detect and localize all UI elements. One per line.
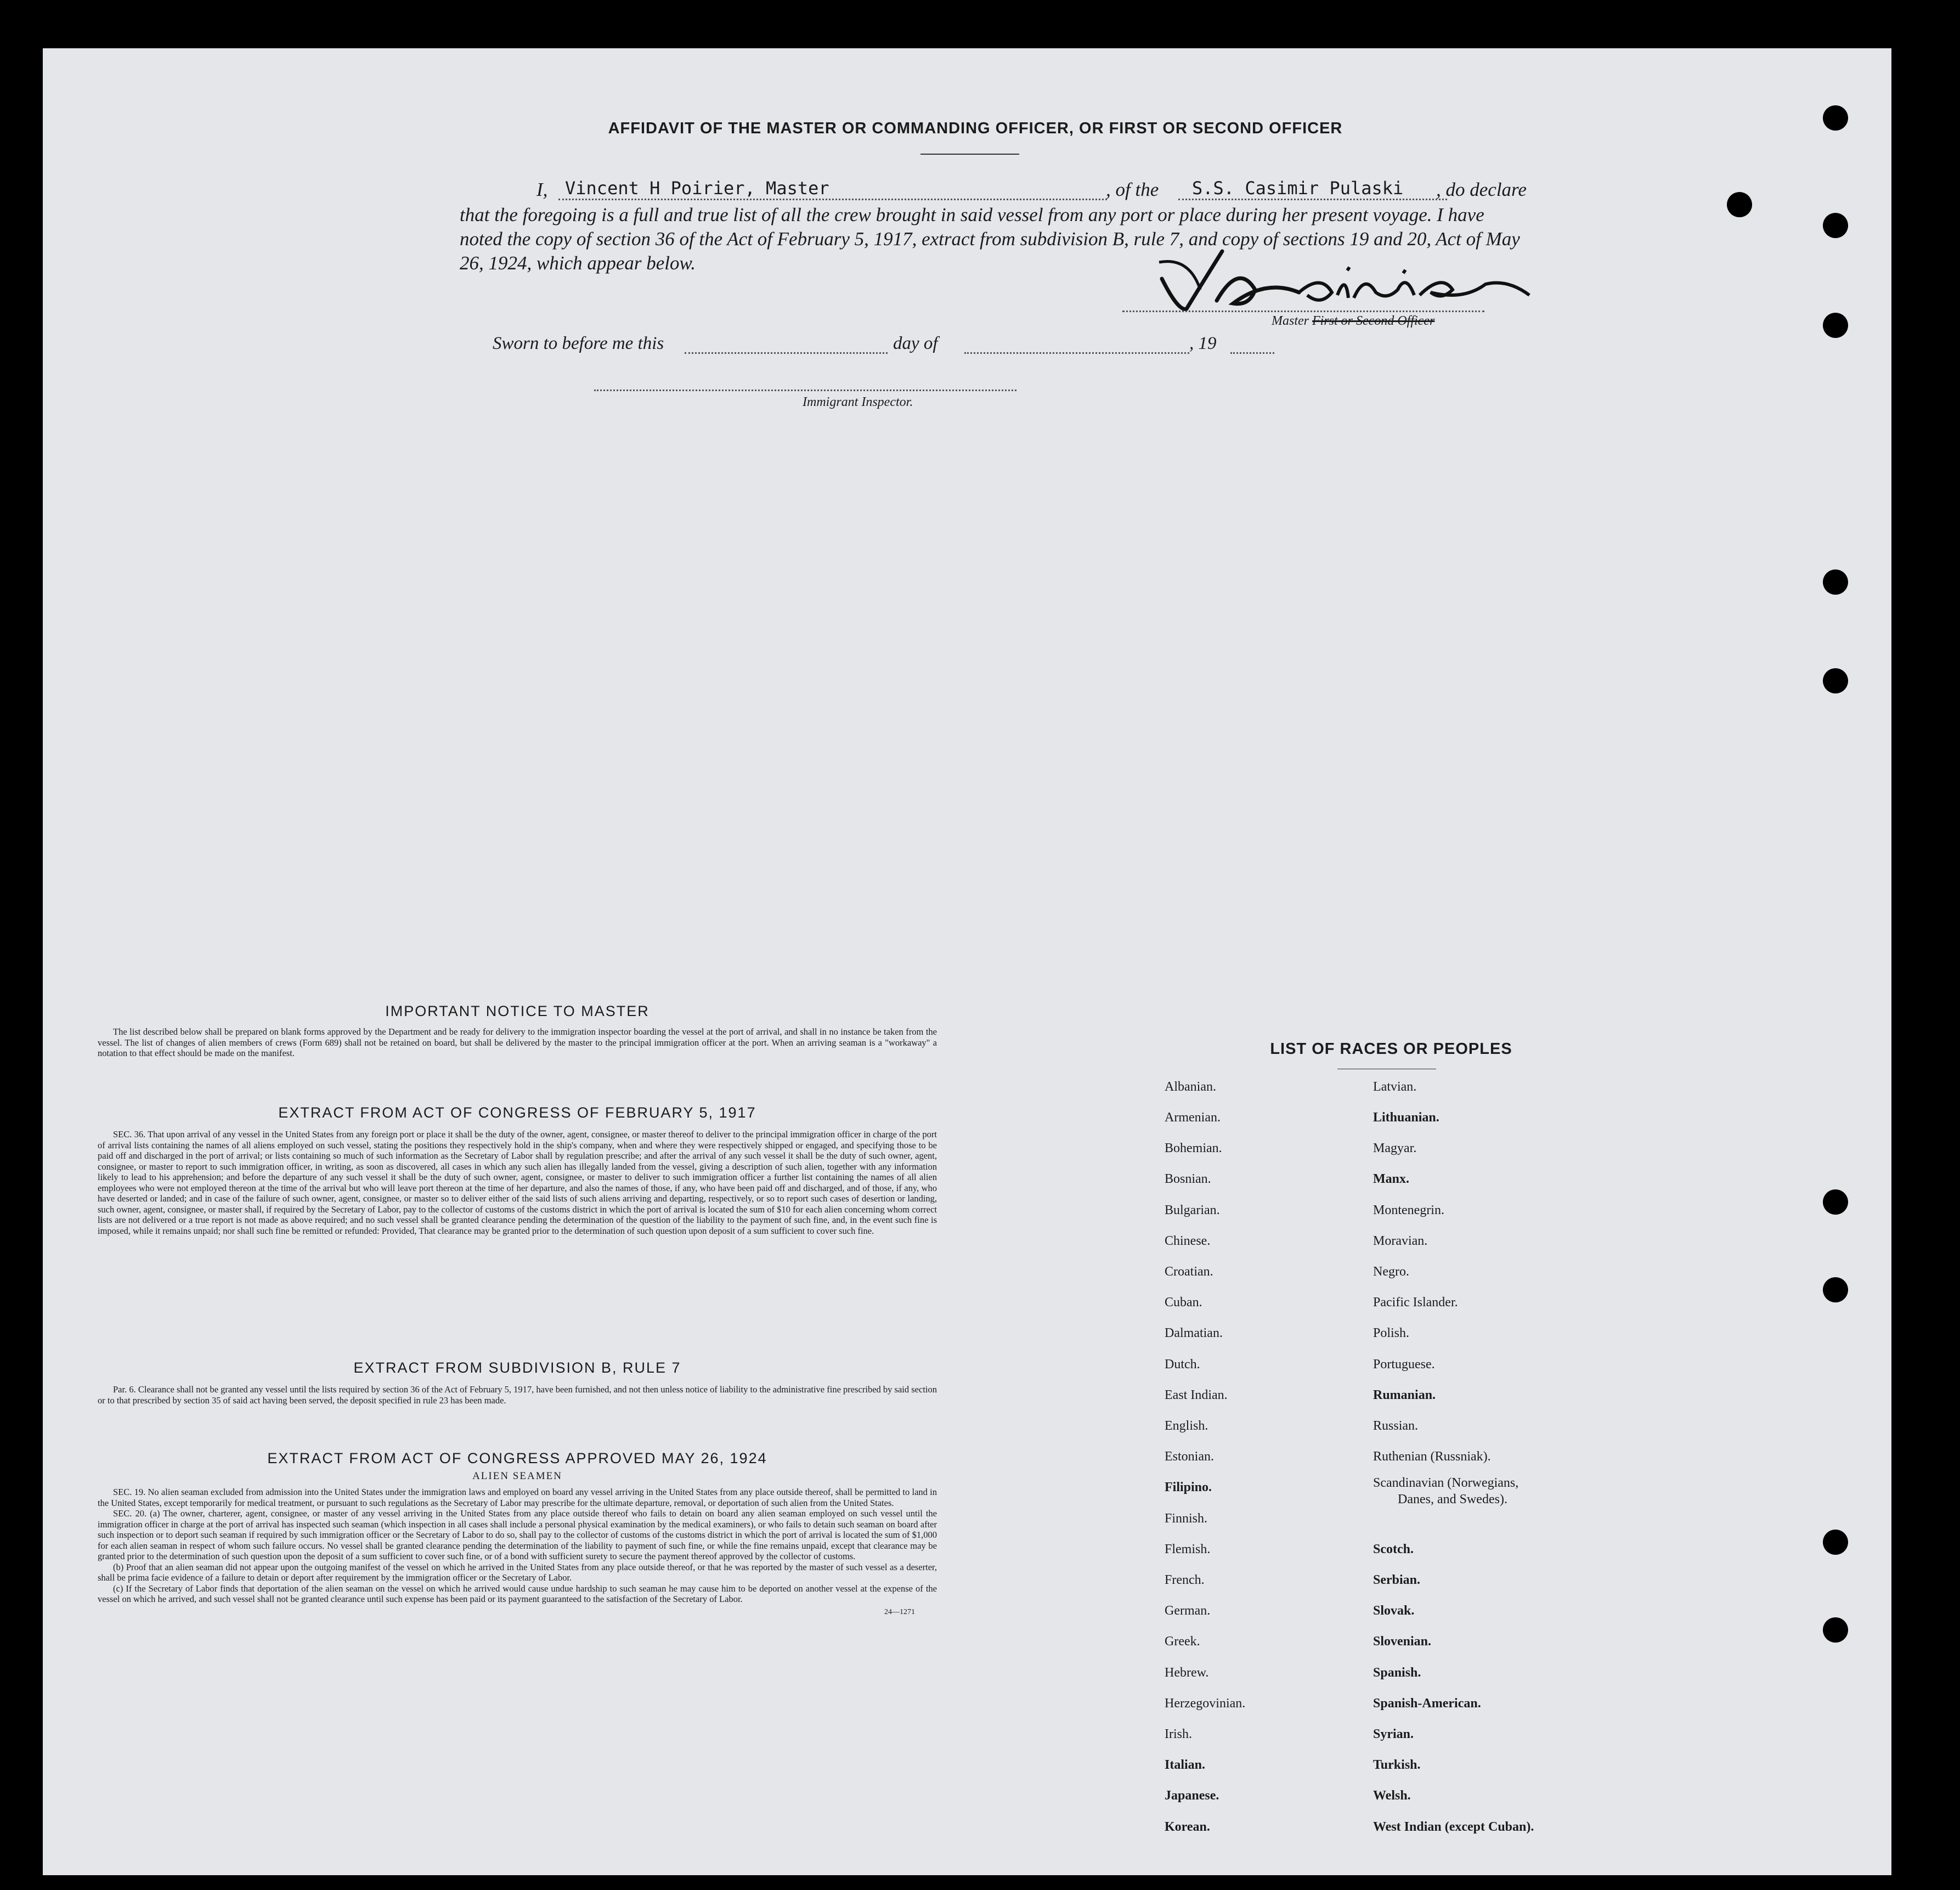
race-item: Filipino. [1165,1480,1212,1494]
race-item: Slovenian. [1373,1634,1432,1649]
race-item: Flemish. [1165,1542,1211,1556]
race-item: Armenian. [1165,1110,1221,1125]
signature-line [1122,311,1484,312]
race-item: Turkish. [1373,1758,1421,1772]
race-item: Herzegovinian. [1165,1696,1246,1711]
race-item: Rumanian. [1373,1388,1436,1402]
section-20c-paragraph: (c) If the Secretary of Labor finds that deportation of the alien seaman on the vessel on which he arrived would cause undue hardship to such seaman he may cause him to be deported on another vessel at the expense of the vessel on which he arrived, and such vessel shall not be granted clearance until such expense has been paid or its payment guaranteed to the satisfaction of the Secretary of Labor. [98,1583,937,1604]
race-item: Greek. [1165,1634,1200,1649]
extract-1924-text [98,1487,937,1605]
punch-hole-5 [1823,569,1848,595]
extract-1924-section [98,1450,937,1617]
extract-1917-title: EXTRACT FROM ACT OF CONGRESS OF FEBRUARY 5, 1917 [278,1104,756,1121]
section-19-paragraph: SEC. 19. No alien seaman excluded from admission into the United States under the immigration laws and employed on board any vessel arriving in the United States from any place outside thereof, shall be permitted to land in the United States, except temporarily for medical treatment, or pursuant to such regulations as the Secretary of Labor may prescribe for the ultimate departure, removal, or deportation of such alien from the United States. [98,1487,937,1508]
punch-hole-4 [1823,313,1848,338]
inspector-caption: Immigrant Inspector. [803,395,913,409]
race-item: Spanish. [1373,1666,1421,1680]
inspector-signature-line [594,390,1016,391]
extract-rule7-section [98,1359,937,1406]
race-item: Bohemian. [1165,1141,1222,1155]
master-name: Vincent H Poirier, Master [565,178,829,199]
race-item: Moravian. [1373,1234,1428,1248]
race-item: Bulgarian. [1165,1203,1220,1217]
race-item: Latvian. [1373,1080,1417,1094]
race-item: German. [1165,1604,1211,1618]
punch-hole-6 [1823,668,1848,693]
vessel-blank [1178,199,1447,200]
rule7-paragraph: Par. 6. Clearance shall not be granted any vessel until the lists required by section 36 of the Act of February 5, 1917, have been furnished, and not then unless notice of liability to the administrative fine prescribed by said section or to that prescribed by section 35 of said act having been served, the deposit specified in rule 23 has been made. [98,1384,937,1406]
extract-1917-section [98,1104,937,1236]
race-item: English. [1165,1419,1208,1433]
race-item: Albanian. [1165,1080,1216,1094]
section-20a-paragraph: SEC. 20. (a) The owner, charterer, agent, consignee, or master of any vessel arriving in the United States from any place outside thereof who fails to detain on board any alien seaman employed on such vessel until the immigration officer in charge at the port of arrival has inspected such seaman (which inspection in all cases shall include a personal physical examination by the medical examiners), or who fails to detain such seaman on board after such inspection or to deport such seaman if required by such immigration officer or the Secretary of Labor to do so, shall pay to the collector of customs of the customs district in which the port of arrival is located the sum of $1,000 for each alien seaman in respect of whom such failure occurs. No vessel shall be granted clearance pending the determination of the liability to payment of such fine, or while the fine remains unpaid, except that clearance may be granted prior to the determination of such question upon the deposit of a sum sufficient to cover such fine, or of a bond with sufficient surety to secure the payment thereof approved by the collector of customs. [98,1508,937,1561]
race-item: Spanish-American. [1373,1696,1481,1711]
race-item: Welsh. [1373,1789,1411,1803]
race-item: Negro. [1373,1265,1409,1279]
race-item: Dutch. [1165,1357,1200,1372]
race-item: Cuban. [1165,1295,1202,1310]
race-item: Montenegrin. [1373,1203,1444,1217]
notice-section [98,1003,937,1059]
race-item: Korean. [1165,1820,1210,1834]
caption-struck-officer: First or Second Officer [1312,314,1435,328]
extract-1924-title: EXTRACT FROM ACT OF CONGRESS APPROVED MAY 26, 1924 [267,1450,767,1466]
race-item: Portuguese. [1373,1357,1435,1372]
sworn-text: Sworn to before me this [493,334,664,353]
punch-hole-8 [1823,1277,1848,1302]
section-20b-paragraph: (b) Proof that an alien seaman did not appear upon the outgoing manifest of the vessel on which he arrived in the United States from any place outside thereof, or that he was reported by the master of such vessel as a deserter, shall be prima facie evidence of a failure to detain or deport after requirement by the immigration officer or the Secretary of Labor. [98,1561,937,1583]
race-item: Bosnian. [1165,1172,1211,1186]
race-item: Scandinavian (Norwegians, [1373,1476,1519,1490]
sworn-date-blank [685,352,888,354]
race-item: Dalmatian. [1165,1326,1223,1340]
month-blank [964,352,1189,354]
race-item: Scotch. [1373,1542,1414,1556]
race-item: Manx. [1373,1172,1409,1186]
affidavit-declaration-line [460,178,1527,206]
races-title: LIST OF RACES OR PEOPLES [1270,1040,1512,1058]
of-the-text: , of the [1106,179,1159,200]
signature-caption [1272,314,1434,329]
notice-text [98,1026,937,1059]
caption-master: Master [1272,314,1309,328]
extract-1917-text [98,1129,937,1236]
race-item: Slovak. [1373,1604,1415,1618]
race-item: Lithuanian. [1373,1110,1439,1125]
punch-hole-3 [1823,213,1848,238]
race-item: Italian. [1165,1758,1206,1772]
race-item: Chinese. [1165,1234,1211,1248]
alien-seamen-subtitle: ALIEN SEAMEN [472,1470,562,1482]
punch-hole-9 [1823,1530,1848,1555]
document-page [43,48,1891,1875]
race-item: East Indian. [1165,1388,1228,1402]
affidavit-body: that the foregoing is a full and true list of all the crew brought in said vessel from any port or place during her present voyage. I have noted the copy of section 36 of the Act of February 5, 1917, extract from subdivision B, rule 7, and copy of sections 19 and 20, Act of May 26, 1924, which appear below. [460,204,1520,274]
extract-rule7-text [98,1384,937,1406]
race-item: Irish. [1165,1727,1192,1741]
name-blank [558,199,1107,200]
section-36-paragraph: SEC. 36. That upon arrival of any vessel in the United States from any foreign port or place it shall be the duty of the owner, agent, consignee, or master thereof to deliver to the principal immigration officer in charge of the port of arrival lists containing the names of all aliens employed on such vessel, stating the positions they respectively hold in the ship's company, when and where they were respectively shipped or engaged, and specifying those to be paid off and discharged in the port of arrival; or lists containing so much of such information as the Secretary of Labor shall by regulation prescribe; and after the arrival of any such vessel it shall be the duty of such owner, agent, consignee, or master to report to such immigration officer, in writing, as soon as discovered, all cases in which any such alien has illegally landed from the vessel, giving a description of such alien, together with any information likely to lead to his apprehension; and before the departure of any such vessel it shall be the duty of such owner, agent, consignee, or master to deliver to such immigration officer a further list containing the names of all alien employees who were not employed thereon at the time of the arrival but who will leave port thereon at the time of her departure, and also the names of those, if any, who have been paid off and discharged, and of those, if any, who have deserted or landed; and in case of the failure of such owner, agent, consignee, or master so to deliver either of the said lists of such aliens arriving and departing, respectively, or so to report such cases of desertion or landing, such owner, agent, consignee, or master shall, if required by the Secretary of Labor, pay to the collector of customs of the customs district in which the port of arrival is located the sum of $10 for each alien concerning whom correct lists are not delivered or a true report is not made as above required; and no such vessel shall be granted clearance pending the determination of the question of the liability to the payment of such fine, and, in the event such fine is imposed, while it remains unpaid; nor shall such fine be remitted or refunded: Provided, That clearance may be granted prior to the determination of such question upon deposit of a sum sufficient to cover such fine. [98,1129,937,1236]
race-item: Pacific Islander. [1373,1295,1458,1310]
do-declare-text: , do declare [1436,179,1527,200]
races-right-column [1373,1080,1658,1848]
race-item: Danes, and Swedes). [1398,1492,1507,1507]
title-rule [920,154,1019,155]
affidavit-title: AFFIDAVIT OF THE MASTER OR COMMANDING OFFICER, OR FIRST OR SECOND OFFICER [608,120,1343,137]
race-item: Ruthenian (Russniak). [1373,1449,1491,1464]
extract-rule7-title: EXTRACT FROM SUBDIVISION B, RULE 7 [353,1359,681,1376]
race-item: Croatian. [1165,1265,1213,1279]
race-item: Finnish. [1165,1511,1208,1526]
punch-hole-10 [1823,1617,1848,1643]
race-item: West Indian (except Cuban). [1373,1820,1534,1834]
punch-hole-2 [1727,192,1752,217]
day-of-text: day of [893,334,938,353]
race-item: Serbian. [1373,1573,1421,1587]
sworn-line [493,334,1294,361]
race-item: Hebrew. [1165,1666,1209,1680]
year-prefix: , 19 [1189,334,1217,353]
vessel-name: S.S. Casimir Pulaski [1192,178,1404,199]
form-number: 24—1271 [884,1607,915,1616]
race-item: Magyar. [1373,1141,1417,1155]
race-item: Syrian. [1373,1727,1414,1741]
year-blank [1230,352,1274,354]
punch-hole-7 [1823,1189,1848,1215]
notice-paragraph: The list described below shall be prepared on blank forms approved by the Department and be ready for delivery to the immigration inspector boarding the vessel at the port of arrival, and shall in no instance be taken from the vessel. The list of changes of alien members of crews (Form 689) shall not be retained on board, but shall be delivered by the master to the principal immigration officer at the port. When an arriving seaman is a "workaway" a notation to that effect should be made on the manifest. [98,1026,937,1058]
notice-title: IMPORTANT NOTICE TO MASTER [385,1003,649,1019]
race-item: Japanese. [1165,1789,1219,1803]
race-item: Estonian. [1165,1449,1214,1464]
race-item: French. [1165,1573,1205,1587]
race-item: Russian. [1373,1419,1419,1433]
race-item: Polish. [1373,1326,1410,1340]
i-prefix: I, [536,179,548,200]
punch-hole-1 [1823,105,1848,131]
